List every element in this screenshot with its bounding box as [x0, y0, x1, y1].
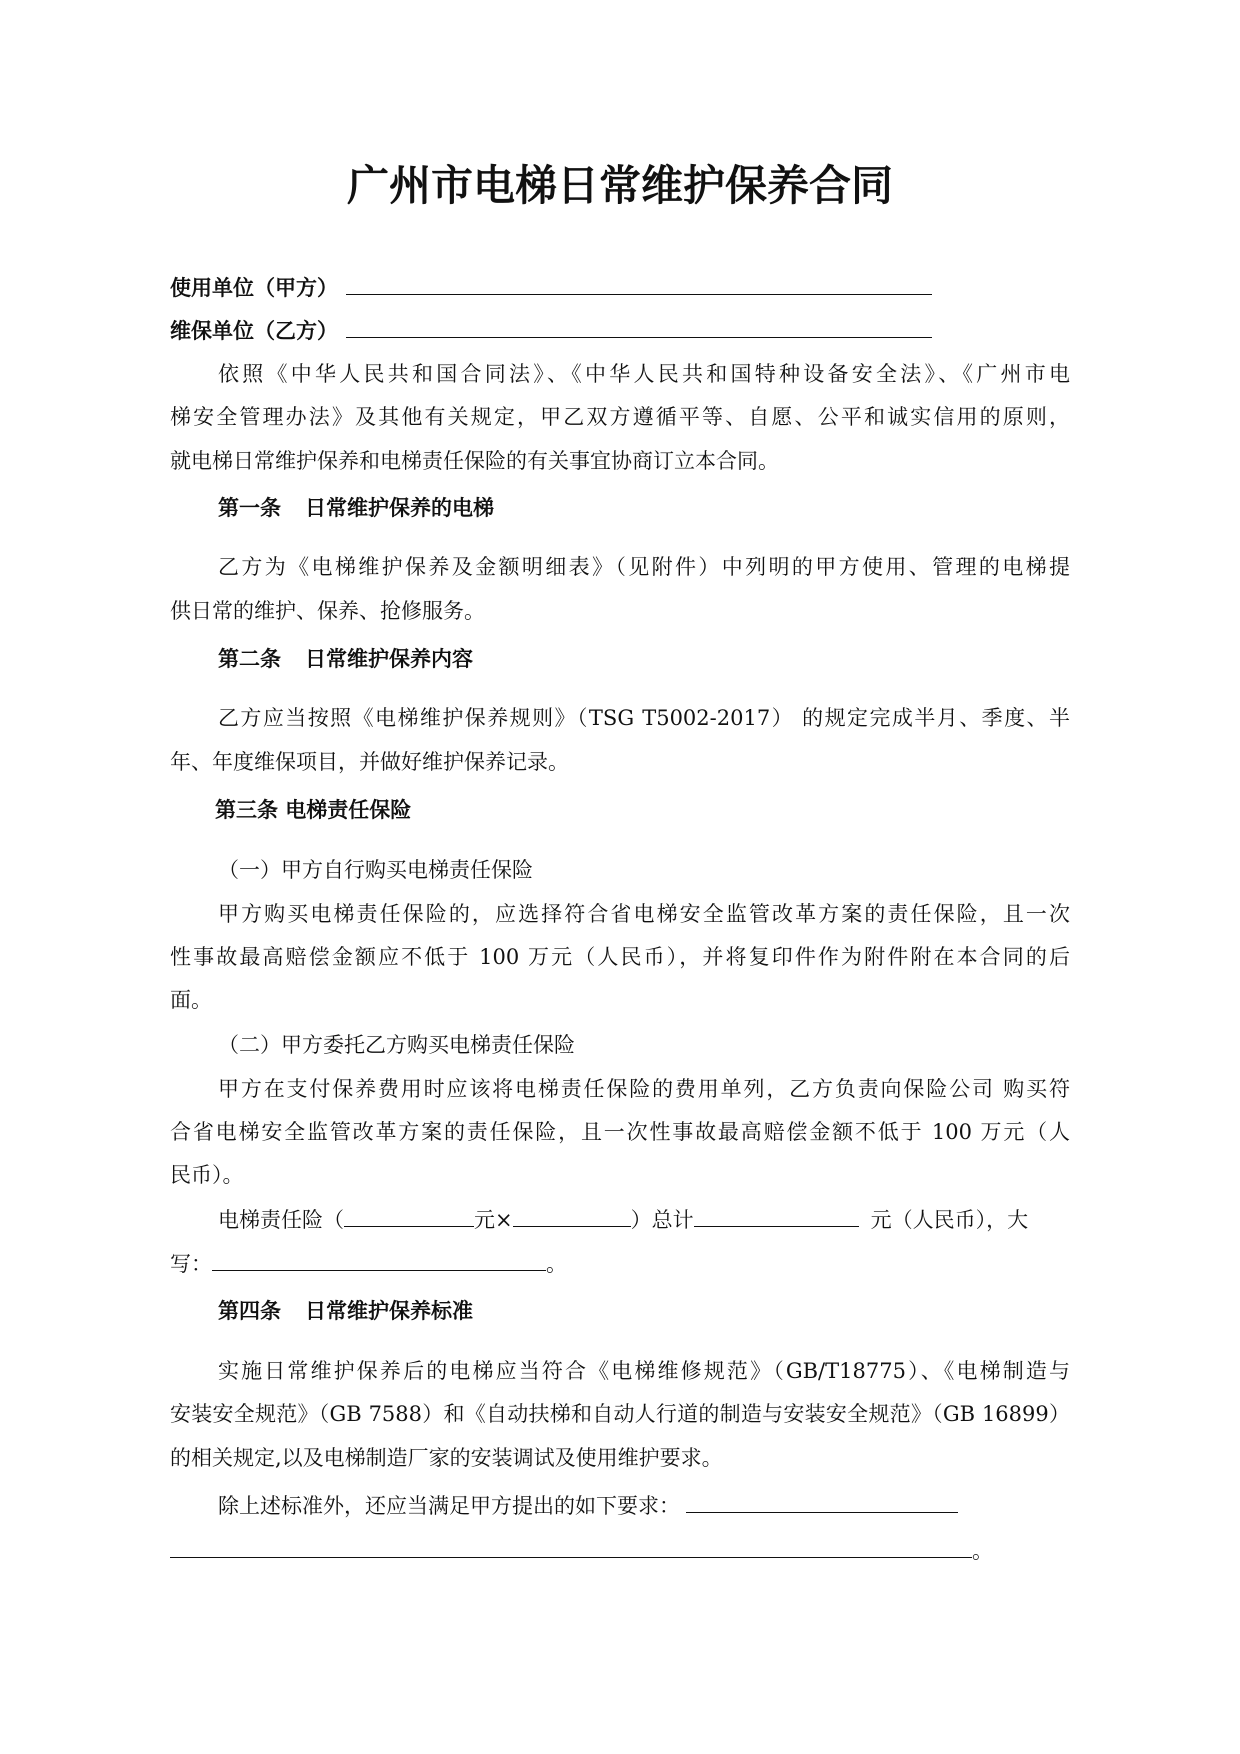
extra-requirements-row-2: [170, 1535, 993, 1566]
article-4-heading: [218, 1296, 473, 1326]
extra-requirements-label: 除上述标准外，还应当满足甲方提出的如下要求：: [218, 1494, 680, 1518]
article-2-heading: [218, 644, 473, 674]
fee-total-blank[interactable]: [694, 1204, 859, 1227]
extra-requirements-blank-2[interactable]: [170, 1535, 972, 1558]
fee-total-label: ）总计: [630, 1208, 694, 1232]
fee-upper-blank[interactable]: [212, 1248, 546, 1271]
party-a-label: 使用单位（甲方）: [170, 276, 338, 300]
article-2-number: 第二条: [218, 647, 281, 671]
fee-unit-price-blank[interactable]: [344, 1204, 474, 1227]
intro-line: 就电梯日常维护保养和电梯责任保险的有关事宜协商订立本合同。: [170, 449, 779, 473]
article-1-title: 日常维护保养的电梯: [305, 496, 494, 520]
article-3-sub2-line: 民币）。: [170, 1163, 244, 1187]
intro-line: 依照《中华人民共和国合同法》、《中华人民共和国特种设备安全法》、《广州市电: [218, 362, 1070, 386]
fee-label: 电梯责任险（: [218, 1208, 344, 1232]
fee-yuan-times: 元×: [474, 1208, 513, 1232]
party-a-blank[interactable]: [346, 272, 932, 295]
article-4-title: 日常维护保养标准: [305, 1299, 473, 1323]
extra-requirements-blank[interactable]: [686, 1490, 958, 1513]
article-1-line: 供日常的维护、保养、抢修服务。: [170, 599, 485, 623]
party-b-blank[interactable]: [346, 315, 932, 338]
page-title: 广州市电梯日常维护保养合同: [346, 161, 893, 210]
extra-requirements-row: [218, 1490, 958, 1521]
article-4-number: 第四条: [218, 1299, 281, 1323]
fee-unit-label: 元（人民币），大: [870, 1208, 1029, 1232]
extra-requirements-end: 。: [972, 1539, 993, 1563]
article-4-line: 安装安全规范》（GB 7588）和《自动扶梯和自动人行道的制造与安装安全规范》（GB 16899）: [170, 1402, 1070, 1426]
article-3-sub2-line: 甲方在支付保养费用时应该将电梯责任保险的费用单列，乙方负责向保险公司 购买符: [218, 1077, 1071, 1101]
article-3-sub2: （二）甲方委托乙方购买电梯责任保险: [218, 1033, 575, 1057]
article-3-sub1: （一）甲方自行购买电梯责任保险: [218, 858, 533, 882]
article-3-sub1-line: 甲方购买电梯责任保险的，应选择符合省电梯安全监管改革方案的责任保险，且一次: [218, 902, 1070, 926]
insurance-fee-row: [218, 1204, 1028, 1235]
party-a-row: [170, 272, 932, 303]
article-3-sub1-line: 面。: [170, 988, 212, 1012]
article-3-sub2-line: 合省电梯安全监管改革方案的责任保险，且一次性事故最高赔偿金额不低于 100 万元（人: [170, 1120, 1070, 1144]
party-b-row: [170, 315, 932, 346]
article-4-line: 的相关规定,以及电梯制造厂家的安装调试及使用维护要求。: [170, 1446, 723, 1470]
article-1-heading: [218, 493, 494, 523]
intro-line: 梯安全管理办法》及其他有关规定，甲乙双方遵循平等、自愿、公平和诚实信用的原则，: [170, 405, 1070, 429]
article-3-heading: 第三条 电梯责任保险: [215, 798, 412, 822]
party-b-label: 维保单位（乙方）: [170, 319, 338, 343]
article-4-line: 实施日常维护保养后的电梯应当符合《电梯维修规范》（GB/T18775）、《电梯制造与: [218, 1359, 1070, 1383]
article-1-line: 乙方为《电梯维护保养及金额明细表》（见附件）中列明的甲方使用、管理的电梯提: [218, 555, 1070, 579]
article-2-title: 日常维护保养内容: [305, 647, 473, 671]
fee-upper-label: 写：: [170, 1252, 212, 1276]
article-2-line: 年、年度维保项目，并做好维护保养记录。: [170, 750, 569, 774]
fee-quantity-blank[interactable]: [513, 1204, 631, 1227]
fee-upper-end: 。: [546, 1252, 567, 1276]
article-2-line: 乙方应当按照《电梯维护保养规则》（TSG T5002-2017） 的规定完成半月、季度、半: [218, 706, 1070, 730]
article-1-number: 第一条: [218, 496, 281, 520]
fee-upper-row: [170, 1248, 567, 1279]
article-3-sub1-line: 性事故最高赔偿金额应不低于 100 万元（人民币），并将复印件作为附件附在本合同的后: [170, 945, 1070, 969]
